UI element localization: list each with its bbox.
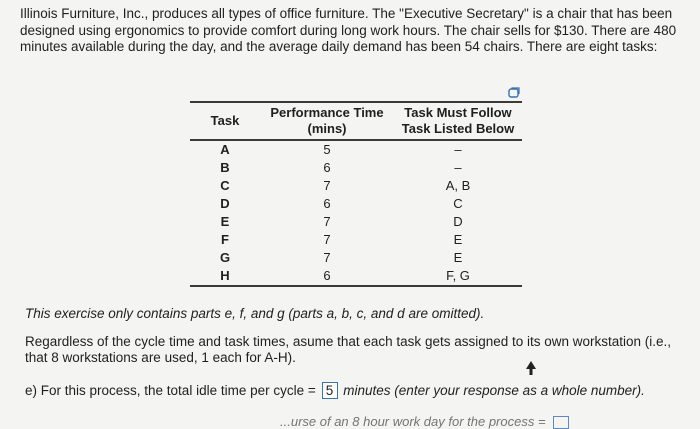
time-cell: 6 — [323, 196, 331, 211]
table-row — [190, 249, 522, 267]
question-e-suffix: minutes (enter your response as a whole number). — [343, 383, 645, 398]
follows-cell: D — [453, 214, 463, 229]
follows-cell: A, B — [445, 178, 471, 193]
follows-cell: E — [453, 250, 463, 265]
time-cell: 5 — [323, 142, 331, 157]
table-row — [190, 213, 522, 231]
question-e — [25, 382, 645, 399]
header-performance-time — [260, 102, 394, 140]
follows-cell: F, G — [394, 267, 522, 286]
table-row — [190, 159, 522, 177]
time-cell: 7 — [323, 250, 331, 265]
table-row — [190, 267, 522, 286]
header-follow-line2: Task Listed Below — [401, 121, 515, 136]
header-task: Task — [190, 102, 260, 140]
task-cell: A — [220, 142, 230, 157]
idle-time-answer-input[interactable]: 5 — [322, 382, 338, 399]
task-cell: H — [190, 267, 260, 286]
task-cell: E — [220, 214, 230, 229]
task-cell: D — [220, 196, 230, 211]
table-row — [190, 231, 522, 249]
mouse-cursor-icon — [526, 361, 536, 375]
copy-icon[interactable] — [508, 87, 520, 99]
table-header-row — [190, 102, 522, 140]
table-row — [190, 177, 522, 195]
table-row — [190, 140, 522, 159]
task-cell: C — [220, 178, 230, 193]
task-table — [190, 101, 522, 287]
question-e-prefix: e) For this process, the total idle time per cycle = — [25, 383, 316, 398]
header-must-follow — [394, 102, 522, 140]
cutoff-answer-input[interactable] — [553, 416, 569, 429]
follows-cell: E — [453, 232, 463, 247]
header-follow-line1: Task Must Follow — [404, 105, 512, 120]
assumption-text: Regardless of the cycle time and task times, asume that each task gets assigned to its own workstation (i.e., that 8 workstations are used, 1 each for A-H). — [25, 334, 672, 365]
header-time-line2: (mins) — [307, 121, 347, 136]
omitted-parts-note: This exercise only contains parts e, f, and g (parts a, b, c, and d are omitted). — [25, 306, 485, 321]
header-time-line1: Performance Time — [270, 105, 384, 120]
cutoff-text: ...urse of an 8 hour work day for the process = — [280, 414, 546, 429]
time-cell: 7 — [323, 214, 331, 229]
time-cell: 7 — [323, 232, 331, 247]
task-cell: F — [221, 232, 229, 247]
time-cell: 6 — [260, 267, 394, 286]
table-row — [190, 195, 522, 213]
follows-cell: – — [454, 160, 462, 175]
problem-intro: Illinois Furniture, Inc., produces all types of office furniture. The "Executive Secretary" is a chair that has been designed using ergonomics to provide comfort during long work hours. The chair sells for $130. There are 480 minutes available during the day, and the average daily demand has been 54 chairs. There are eight tasks: — [20, 6, 677, 54]
time-cell: 7 — [323, 178, 331, 193]
task-cell: B — [220, 160, 230, 175]
follows-cell: C — [453, 196, 463, 211]
task-cell: G — [219, 250, 231, 265]
follows-cell: – — [454, 142, 462, 157]
time-cell: 6 — [323, 160, 331, 175]
